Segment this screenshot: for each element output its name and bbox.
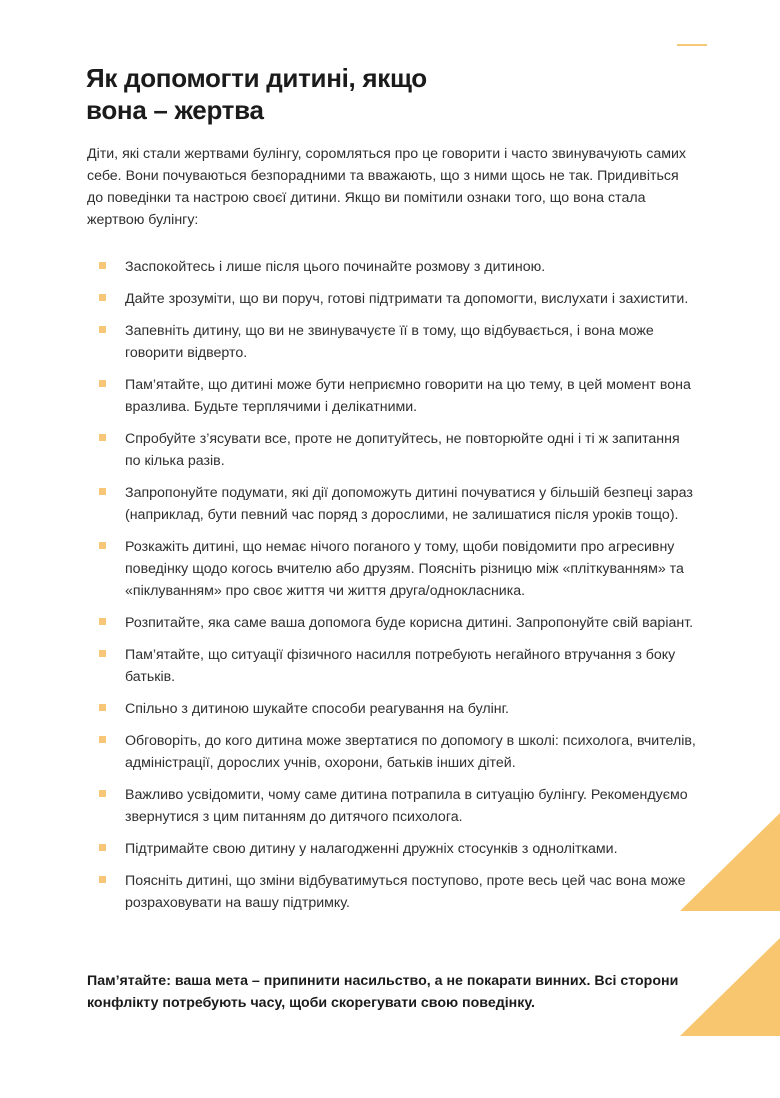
- square-bullet-icon: [99, 618, 106, 625]
- intro-paragraph: Діти, які стали жертвами булінгу, соромляться про це говорити і часто звинувачують самих себе. Вони почуваються безпорадними та вважають, що з ними щось не так. Придивіться до поведінки та настрою своєї дитини. Якщо ви помітили ознаки того, що вона стала жертвою булінгу:: [87, 146, 687, 228]
- list-item: [98, 730, 698, 774]
- list-item-text: Розкажіть дитині, що немає нічого поганого у тому, щоби повідомити про агресивну поведінку щодо когось вчителю або друзям. Поясніть різницю між «пліткуванням» та «піклуванням» про своє життя чи життя друга/однокласника.: [125, 539, 684, 599]
- list-item-text: Запевніть дитину, що ви не звинувачуєте її в тому, що відбувається, і вона може говорити відверто.: [125, 323, 654, 361]
- list-item-text: Пам’ятайте, що ситуації фізичного насилля потребують негайного втручання з боку батьків.: [125, 647, 676, 685]
- list-item-text: Дайте зрозуміти, що ви поруч, готові підтримати та допомогти, вислухати і захистити.: [125, 291, 689, 307]
- list-item-text: Спільно з дитиною шукайте способи реагування на булінг.: [125, 701, 509, 717]
- list-item: [98, 698, 698, 720]
- list-item: [98, 784, 698, 828]
- list-item: [98, 374, 698, 418]
- list-item: [98, 536, 698, 602]
- list-item-text: Розпитайте, яка саме ваша допомога буде корисна дитині. Запропонуйте свій варіант.: [125, 615, 694, 631]
- square-bullet-icon: [99, 844, 106, 851]
- square-bullet-icon: [99, 326, 106, 333]
- list-item-text: Обговоріть, до кого дитина може звертатися по допомогу в школі: психолога, вчителів, адміністрації, дорослих учнів, охорони, батьків інших дітей.: [125, 733, 696, 771]
- list-item-text: Спробуйте з’ясувати все, проте не допитуйтесь, не повторюйте одні і ті ж запитання по кілька разів.: [125, 431, 680, 469]
- list-item-text: Заспокойтесь і лише після цього починайте розмову з дитиною.: [125, 259, 546, 275]
- list-item: [98, 256, 698, 278]
- list-item: [98, 482, 698, 526]
- list-item-text: Важливо усвідомити, чому саме дитина потрапила в ситуацію булінгу. Рекомендуємо звернутися з цим питанням до дитячого психолога.: [125, 787, 688, 825]
- square-bullet-icon: [99, 434, 106, 441]
- list-item: [98, 870, 698, 914]
- page-title-line-1: Як допомогти дитині, якщо: [86, 63, 427, 93]
- square-bullet-icon: [99, 380, 106, 387]
- list-item: [98, 288, 698, 310]
- square-bullet-icon: [99, 650, 106, 657]
- decorative-top-line: [677, 44, 707, 46]
- decorative-triangle-lower: [680, 938, 780, 1036]
- list-item: [98, 612, 698, 634]
- square-bullet-icon: [99, 704, 106, 711]
- square-bullet-icon: [99, 488, 106, 495]
- square-bullet-icon: [99, 790, 106, 797]
- list-item: [98, 320, 698, 364]
- square-bullet-icon: [99, 294, 106, 301]
- list-item: [98, 644, 698, 688]
- list-item: [98, 428, 698, 472]
- list-item: [98, 838, 698, 860]
- page-title: [86, 62, 427, 126]
- list-item-text: Запропонуйте подумати, які дії допоможуть дитині почуватися у більшій безпеці зараз (наприклад, бути певний час поряд з дорослими, не залишатися після уроків тощо).: [125, 485, 693, 523]
- page-title-line-2: вона – жертва: [86, 95, 264, 125]
- decorative-triangle-upper: [680, 813, 780, 911]
- list-item-text: Пам’ятайте, що дитині може бути неприємно говорити на цю тему, в цей момент вона вразлива. Будьте терплячими і делікатними.: [125, 377, 691, 415]
- advice-list: [98, 256, 698, 914]
- list-item-text: Підтримайте свою дитину у налагодженні дружніх стосунків з однолітками.: [125, 841, 618, 857]
- list-item-text: Поясніть дитині, що зміни відбуватимуться поступово, проте весь цей час вона може розраховувати на вашу підтримку.: [125, 873, 686, 911]
- square-bullet-icon: [99, 262, 106, 269]
- square-bullet-icon: [99, 542, 106, 549]
- square-bullet-icon: [99, 736, 106, 743]
- closing-note: Пам’ятайте: ваша мета – припинити насильство, а не покарати винних. Всі сторони конфлікту потребують часу, щоби скорегувати свою поведінку.: [87, 973, 679, 1011]
- square-bullet-icon: [99, 876, 106, 883]
